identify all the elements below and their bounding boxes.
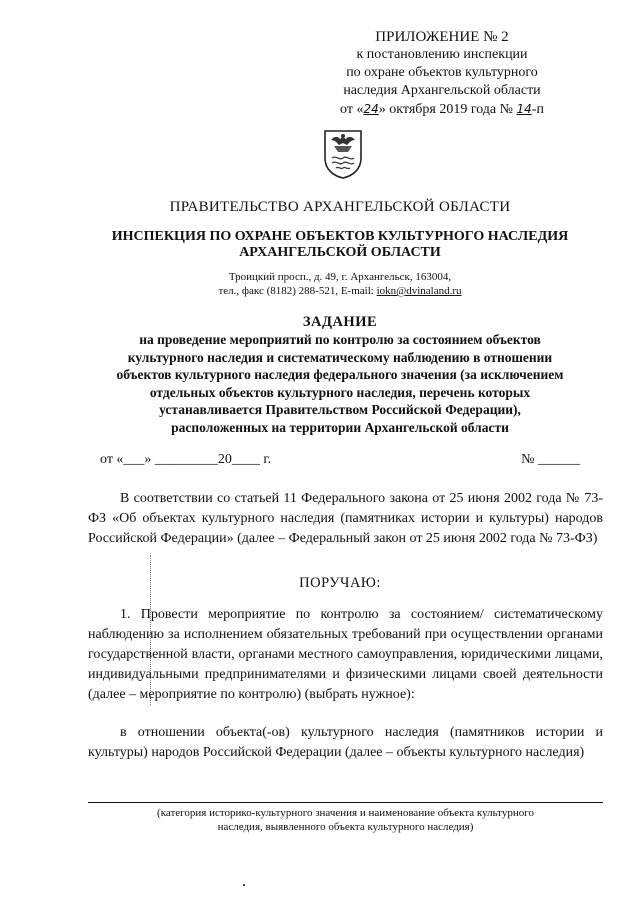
paragraph-legal-basis bbox=[88, 489, 603, 549]
contacts-line bbox=[60, 284, 620, 298]
appendix-line-2: по охране объектов культурного bbox=[346, 65, 538, 80]
email-link[interactable]: iokn@dvinaland.ru bbox=[376, 285, 462, 297]
appendix-date-line bbox=[312, 100, 572, 119]
inspection-heading bbox=[60, 229, 620, 261]
appendix-date-mid: » октября 2019 года № bbox=[378, 102, 514, 117]
paragraph-item-1-text: 1. Провести мероприятие по контролю за состоянием/ систематическому наблюдению за исполнением обязательных требований при осуществлении органами государственной власти, органами местного самоуправления, юридическими лицами, индивидуальными предпринимателями и физическими лицами своей деятельности (далее – мероприятие по контролю) (выбрать нужное): bbox=[88, 607, 603, 702]
paragraph-object-scope-text: в отношении объекта(-ов) культурного наследия (памятников истории и культуры) народов Российской Федерации (далее – объекты культурного наследия) bbox=[88, 725, 603, 760]
task-subtitle-line: объектов культурного наследия федерального значения (за исключением bbox=[116, 367, 564, 382]
task-subtitle-line: на проведение мероприятий по контролю за состоянием объектов bbox=[139, 332, 541, 347]
appendix-line-3: наследия Архангельской области bbox=[343, 83, 541, 98]
task-number-line: № ______ bbox=[521, 452, 580, 467]
caption-line-1: (категория историко-культурного значения и наименование объекта культурного bbox=[157, 807, 534, 819]
task-subtitle-line: устанавливается Правительством Российской Федерации), bbox=[159, 402, 521, 417]
task-date-line: от «___» _________20____ г. bbox=[100, 452, 272, 467]
appendix-number-suffix: -п bbox=[531, 102, 544, 117]
address-line: Троицкий просп., д. 49, г. Архангельск, 163004, bbox=[228, 271, 452, 283]
fill-in-caption bbox=[88, 806, 603, 834]
inspection-heading-line-2: АРХАНГЕЛЬСКОЙ ОБЛАСТИ bbox=[239, 245, 441, 260]
coat-of-arms-icon bbox=[322, 128, 364, 180]
paragraph-object-scope bbox=[88, 723, 603, 763]
appendix-date-prefix: от « bbox=[340, 102, 364, 117]
appendix-line-1: к постановлению инспекции bbox=[356, 47, 528, 62]
appendix-number: 14 bbox=[516, 102, 532, 116]
appendix-title: ПРИЛОЖЕНИЕ № 2 bbox=[375, 29, 509, 45]
task-title: ЗАДАНИЕ bbox=[302, 314, 378, 330]
fill-in-line[interactable] bbox=[88, 802, 603, 803]
paragraph-item-1 bbox=[88, 605, 603, 705]
contacts-prefix: тел., факс (8182) 288-521, E-mail: bbox=[218, 285, 377, 297]
address-block bbox=[60, 270, 620, 298]
appendix-block bbox=[312, 28, 572, 119]
scan-speck bbox=[243, 884, 245, 886]
appendix-date-day: 24 bbox=[363, 102, 379, 116]
government-heading: ПРАВИТЕЛЬСТВО АРХАНГЕЛЬСКОЙ ОБЛАСТИ bbox=[169, 199, 511, 215]
caption-line-2: наследия, выявленного объекта культурного наследия) bbox=[217, 821, 474, 833]
task-subtitle-line: расположенных на территории Архангельской области bbox=[171, 419, 509, 435]
task-subtitle-line: культурного наследия и систематическому наблюдению в отношении bbox=[127, 349, 553, 365]
order-heading: ПОРУЧАЮ: bbox=[299, 575, 381, 591]
task-subtitle bbox=[60, 331, 620, 436]
task-subtitle-line: отдельных объектов культурного наследия, перечень которых bbox=[149, 384, 531, 400]
inspection-heading-line-1: ИНСПЕКЦИЯ ПО ОХРАНЕ ОБЪЕКТОВ КУЛЬТУРНОГО НАСЛЕДИЯ bbox=[111, 229, 569, 244]
paragraph-legal-basis-text: В соответствии со статьей 11 Федерального закона от 25 июня 2002 года № 73-ФЗ «Об объектах культурного наследия (памятниках истории и культуры) народов Российской Федерации» (далее – Федеральный закон от 25 июня 2002 года № 73-ФЗ) bbox=[88, 491, 603, 546]
